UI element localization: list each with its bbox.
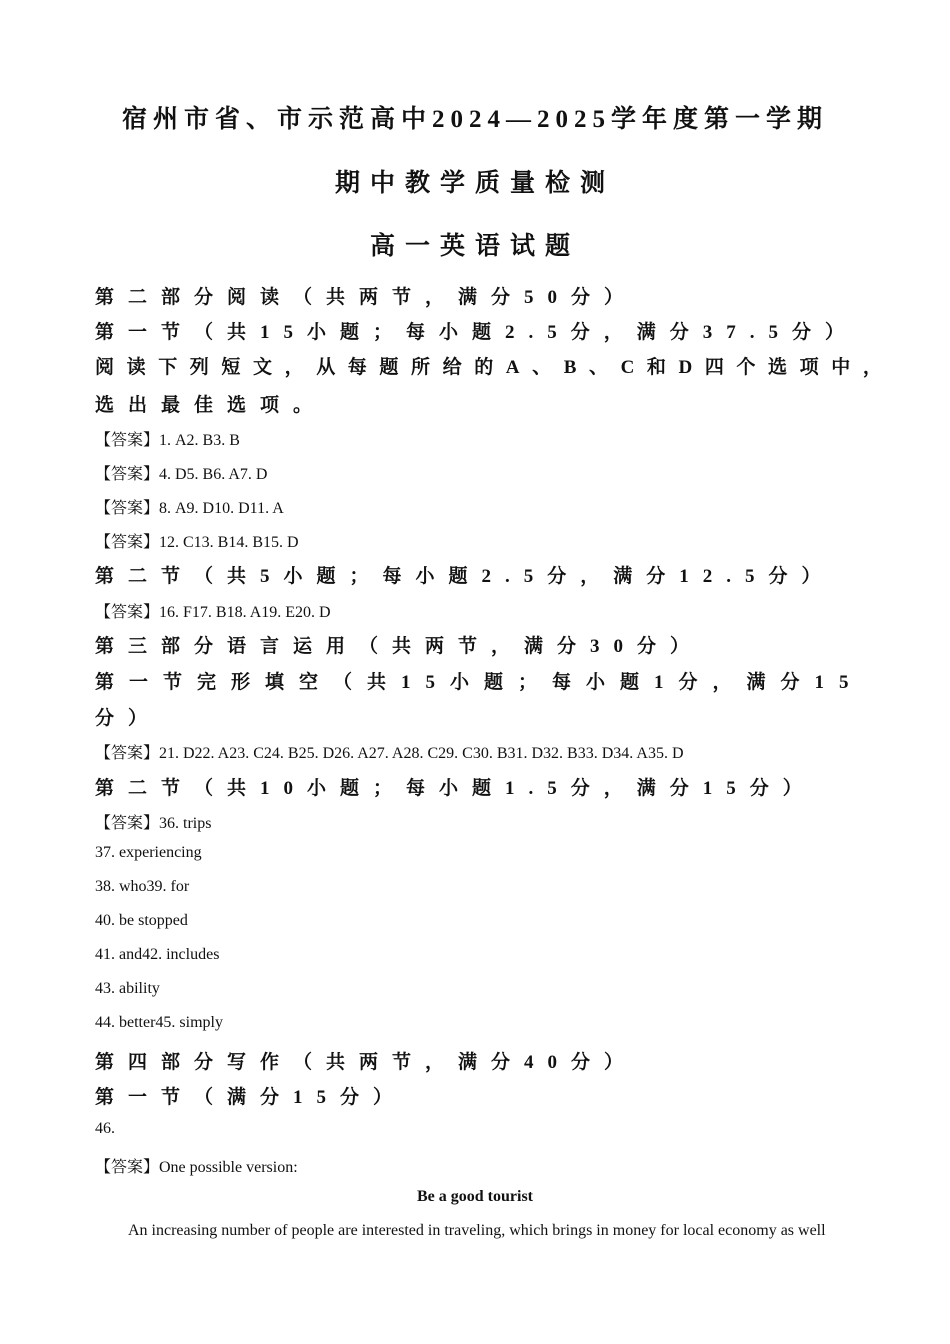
section-instruction: 选出最佳选项。 <box>95 395 327 416</box>
exam-title-line-3: 高一英语试题 <box>369 233 580 260</box>
section-heading: 第一节（共15小题；每小题2.5分，满分37.5分） <box>95 322 859 343</box>
answer-line: 【答案】One possible version: <box>95 1159 298 1176</box>
answer-line: 【答案】36. trips <box>95 815 212 832</box>
answer-line: 40. be stopped <box>95 912 188 929</box>
answer-line: 【答案】1. A2. B3. B <box>95 432 240 449</box>
section-heading: 第一节（满分15分） <box>95 1087 407 1108</box>
answer-line: 43. ability <box>95 980 160 997</box>
answer-line: 【答案】8. A9. D10. D11. A <box>95 500 284 517</box>
answer-line: 41. and42. includes <box>95 946 220 963</box>
section-heading: 分） <box>95 708 162 729</box>
answer-line: 【答案】4. D5. B6. A7. D <box>95 466 268 483</box>
question-number: 46. <box>95 1120 115 1137</box>
section-heading: 第三部分语言运用（共两节，满分30分） <box>95 636 704 657</box>
exam-title-line-1: 宿州市省、市示范高中2024—2025学年度第一学期 <box>121 106 828 133</box>
answer-line: 【答案】12. C13. B14. B15. D <box>95 534 299 551</box>
section-heading: 第四部分写作（共两节，满分40分） <box>95 1052 638 1073</box>
answer-line: 38. who39. for <box>95 878 190 895</box>
section-heading: 第二节（共5小题；每小题2.5分，满分12.5分） <box>95 566 835 587</box>
section-heading: 第二部分阅读（共两节，满分50分） <box>95 287 638 308</box>
section-heading: 第二节（共10小题；每小题1.5分，满分15分） <box>95 778 816 799</box>
answer-line: 【答案】16. F17. B18. A19. E20. D <box>95 604 331 621</box>
essay-paragraph: An increasing number of people are interested in traveling, which brings in money for local economy as well <box>128 1222 826 1239</box>
essay-title: Be a good tourist <box>417 1188 533 1205</box>
answer-line: 37. experiencing <box>95 844 202 861</box>
exam-title-line-2: 期中教学质量检测 <box>334 170 615 197</box>
answer-line: 【答案】21. D22. A23. C24. B25. D26. A27. A28. C29. C30. B31. D32. B33. D34. A35. D <box>95 745 684 762</box>
answer-line: 44. better45. simply <box>95 1014 223 1031</box>
section-heading: 第一节完形填空（共15小题；每小题1分，满分15 <box>95 672 864 693</box>
section-instruction: 阅读下列短文，从每题所给的A、B、C和D四个选项中， <box>95 357 895 378</box>
